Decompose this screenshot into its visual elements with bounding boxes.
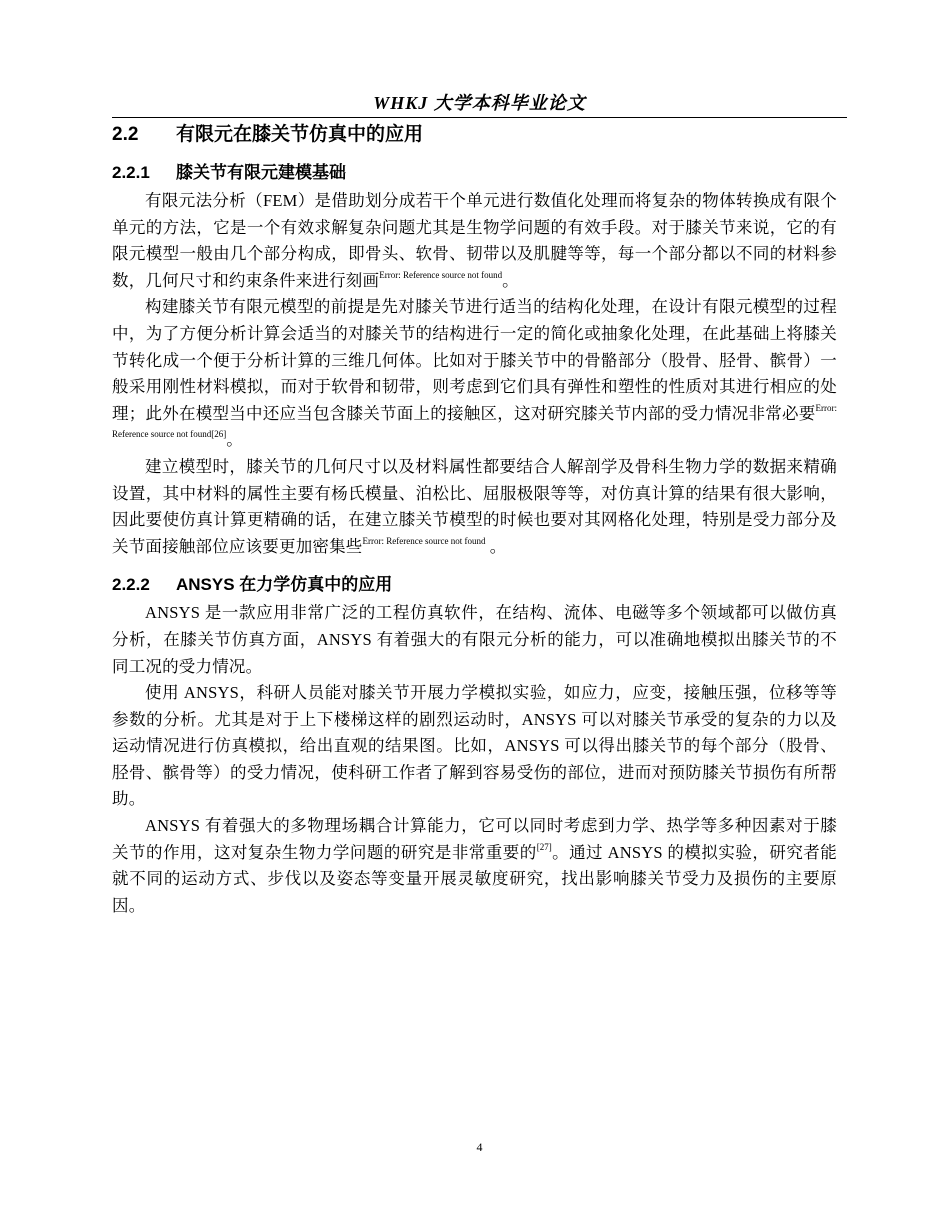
section-title: 有限元在膝关节仿真中的应用 [176,124,424,145]
section-heading [112,118,837,152]
body-paragraph [112,813,837,919]
paragraph-tail: 。 [502,270,519,290]
page-number: 4 [476,1140,483,1154]
body-paragraph [112,188,837,294]
body-paragraph [112,454,837,560]
citation-reference: Error: Reference source not found [362,535,486,546]
paragraph-text: 使用 ANSYS，科研人员能对膝关节开展力学模拟实验，如应力，应变，接触压强，位移等等参数的分析。尤其是对于上下楼梯这样的剧烈运动时，ANSYS 可以对膝关节承受的复杂的力以及运动情况进行仿真模拟，给出直观的结果图。比如，ANSYS 可以得出膝关节的每个部分（股骨、胫骨、髌骨等）的受力情况，使科研工作者了解到容易受伤的部位，进而对预防膝关节损伤有所帮助。 [112,683,837,809]
document-body [112,118,837,919]
paragraph-tail: 。通过 ANSYS 的模拟实验，研究者能就不同的运动方式、步伐以及姿态等变量开展灵敏度研究，找出影响膝关节受力及损伤的主要原因。 [112,842,837,915]
page-header-title: WHKJ 大学本科毕业论文 [373,93,586,113]
section-number: 2.2 [112,124,139,145]
subsection-heading [112,158,837,188]
subsection-title: 膝关节有限元建模基础 [176,163,346,182]
paragraph-text: 建立模型时，膝关节的几何尺寸以及材料属性都要结合人解剖学及骨科生物力学的数据来精确设置，其中材料的属性主要有杨氏模量、泊松比、屈服极限等等，对仿真计算的结果有很大影响，因此要使仿真计算更精确的话，在建立膝关节模型的时候也要对其网格化处理，特别是受力部分及关节面接触部位应该要更加密集些 [112,456,837,556]
subsection-number: 2.2.2 [112,575,150,595]
citation-reference: Error: Reference source not found[26] [112,402,837,440]
subsection-title: ANSYS 在力学仿真中的应用 [176,575,393,595]
body-paragraph [112,680,837,813]
paragraph-text: 构建膝关节有限元模型的前提是先对膝关节进行适当的结构化处理，在设计有限元模型的过程中，为了方便分析计算会适当的对膝关节的结构进行一定的简化或抽象化处理，在此基础上将膝关节转化成一个便于分析计算的三维几何体。比如对于膝关节中的骨骼部分（股骨、胫骨、髌骨）一般采用刚性材料模拟，而对于软骨和韧带，则考虑到它们具有弹性和塑性的性质对其进行相应的处理；此外在模型当中还应当包含膝关节面上的接触区，这对研究膝关节内部的受力情况非常必要 [112,297,837,423]
subsection-number: 2.2.1 [112,163,150,182]
citation-reference: Error: Reference source not found [379,269,503,280]
body-paragraph [112,294,837,454]
subsection-heading [112,570,837,600]
citation-reference: [27] [536,841,552,852]
paragraph-text: ANSYS 有着强大的多物理场耦合计算能力，它可以同时考虑到力学、热学等多种因素对于膝关节的作用，这对复杂生物力学问题的研究是非常重要的 [112,816,837,862]
body-paragraph [112,600,837,680]
paragraph-text: ANSYS 是一款应用非常广泛的工程仿真软件，在结构、流体、电磁等多个领域都可以做仿真分析，在膝关节仿真方面，ANSYS 有着强大的有限元分析的能力，可以准确地模拟出膝关节的不同工况的受力情况。 [112,603,837,676]
paragraph-text: 有限元法分析（FEM）是借助划分成若干个单元进行数值化处理而将复杂的物体转换成有限个单元的方法，它是一个有效求解复杂问题尤其是生物学问题的有效手段。对于膝关节来说，它的有限元模型一般由几个部分构成，即骨头、软骨、韧带以及肌腱等等，每一个部分都以不同的材料参数，几何尺寸和约束条件来进行刻画 [112,191,837,290]
paragraph-tail: 。 [485,536,507,556]
paragraph-tail: 。 [226,430,243,450]
